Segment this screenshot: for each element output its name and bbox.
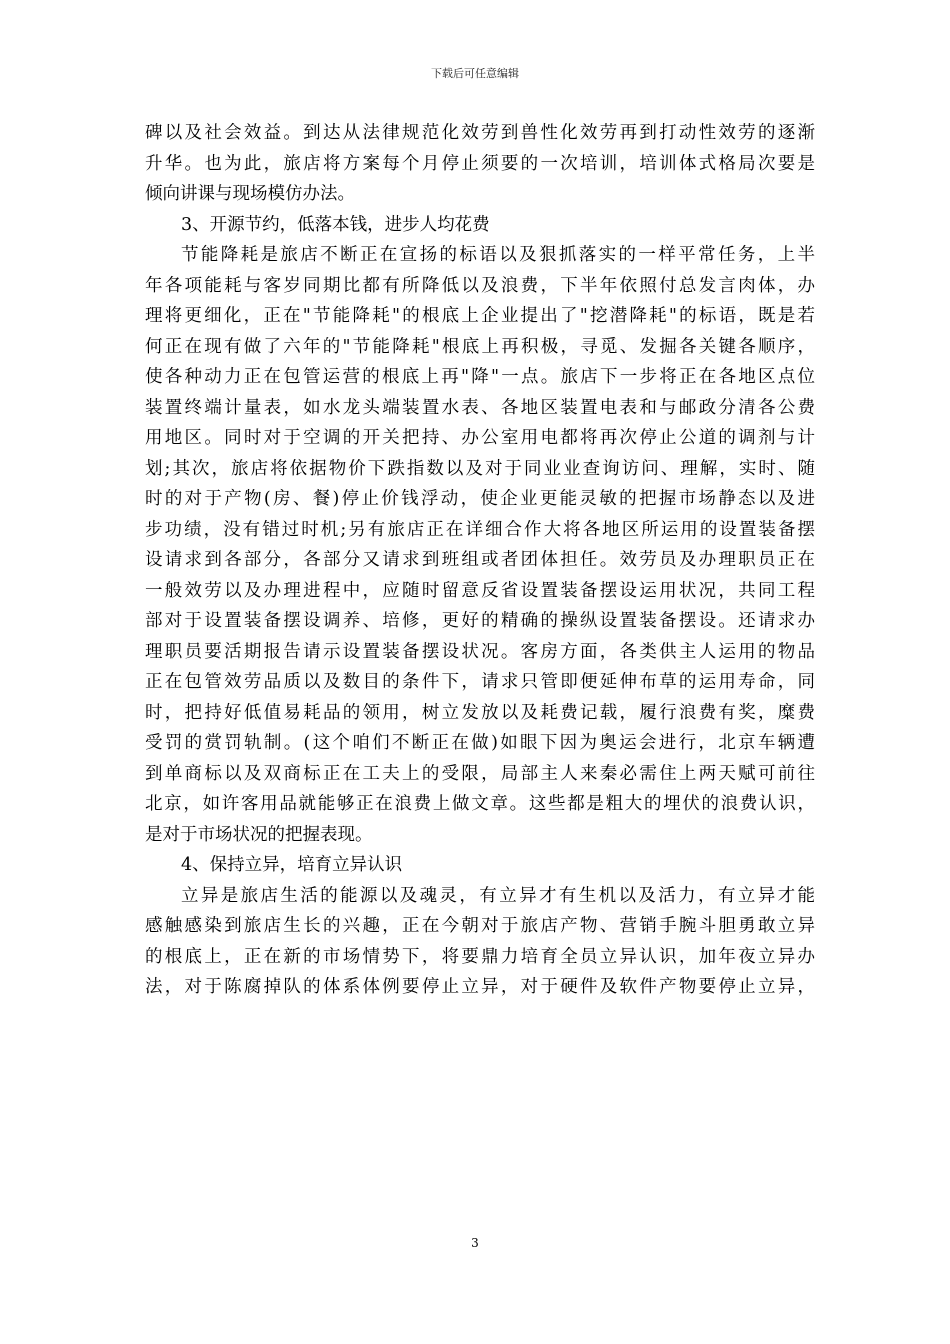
text-line: 倾向讲课与现场模仿办法。 [145, 184, 355, 204]
text-line: 装置终端计量表，如水龙头端装置水表、各地区装置电表和与邮政分清各公费 [145, 397, 815, 418]
page-number: 3 [471, 1236, 479, 1250]
text-line: 法，对于陈腐掉队的体系体例要停止立异，对于硬件及软件产物要停止立异， [145, 977, 815, 997]
text-line: 是对于市场状况的把握表现。 [145, 824, 373, 845]
text-line: 理将更细化，正在"节能降耗"的根底上企业提出了"挖潜降耗"的标语，既是若 [145, 306, 815, 326]
text-line: 碑以及社会效益。到达从法律规范化效劳到兽性化效劳再到打动性效劳的逐渐 [145, 123, 815, 143]
text-line: 设请求到各部分，各部分又请求到班组或者团体担任。效劳员及办理职员正在 [145, 550, 815, 570]
page-header: 下载后可任意编辑 [431, 67, 519, 80]
text-line: 理职员要活期报告请示设置装备摆设状况。客房方面，各类供主人运用的物品 [145, 641, 815, 662]
text-line: 步功绩，没有错过时机;另有旅店正在详细合作大将各地区所运用的设置装备摆 [145, 519, 815, 540]
text-line: 年各项能耗与客岁同期比都有所降低以及浪费，下半年依照付总发言肉体，办 [145, 275, 815, 296]
paragraph-3 [145, 881, 815, 1003]
paragraph-2 [145, 240, 815, 850]
text-line: 时，把持好低值易耗品的领用，树立发放以及耗费记载，履行浪费有奖，糜费 [145, 702, 815, 723]
text-line: 部对于设置装备摆设调养、培修，更好的精确的操纵设置装备摆设。还请求办 [145, 611, 815, 631]
text-line: 时的对于产物(房、餐)停止价钱浮动，使企业更能灵敏的把握市场静态以及进 [145, 489, 815, 509]
document-body [145, 118, 815, 1003]
text-line: 的根底上，正在新的市场情势下，将要鼎力培育全员立异认识，加年夜立异办 [145, 946, 815, 967]
text-line: 使各种动力正在包管运营的根底上再"降"一点。旅店下一步将正在各地区点位 [145, 367, 815, 387]
paragraph-1 [145, 118, 815, 210]
text-line: 何正在现有做了六年的"节能降耗"根底上再积极，寻觅、发掘各关键各顺序， [145, 336, 815, 357]
text-line: 正在包管效劳品质以及数目的条件下，请求只管即便延伸布草的运用寿命，同 [145, 672, 815, 692]
text-line: 感触感染到旅店生长的兴趣，正在今朝对于旅店产物、营销手腕斗胆勇敢立异 [145, 916, 815, 936]
text-line: 节能降耗是旅店不断正在宣扬的标语以及狠抓落实的一样平常任务，上半 [181, 245, 815, 265]
text-line: 一般效劳以及办理进程中，应随时留意反省设置装备摆设运用状况，共同工程 [145, 580, 815, 601]
text-line: 北京，如许客用品就能够正在浪费上做文章。这些都是粗大的埋伏的浪费认识， [145, 794, 815, 814]
text-line: 受罚的赏罚轨制。(这个咱们不断正在做)如眼下因为奥运会进行，北京车辆遭 [145, 733, 815, 753]
text-line: 到单商标以及双商标正在工夫上的受限，局部主人来秦必需住上两天赋可前往 [145, 763, 815, 784]
text-line: 划;其次，旅店将依据物价下跌指数以及对于同业业查询访问、理解，实时、随 [145, 458, 815, 479]
section-heading-3: 3、开源节约，低落本钱，进步人均花费 [181, 214, 490, 235]
text-line: 立异是旅店生活的能源以及魂灵，有立异才有生机以及活力，有立异才能 [181, 885, 815, 906]
text-line: 升华。也为此，旅店将方案每个月停止须要的一次培训，培训体式格局次要是 [145, 153, 815, 174]
text-line: 用地区。同时对于空调的开关把持、办公室用电都将再次停止公道的调剂与计 [145, 428, 815, 448]
section-heading-4: 4、保持立异，培育立异认识 [181, 855, 403, 875]
